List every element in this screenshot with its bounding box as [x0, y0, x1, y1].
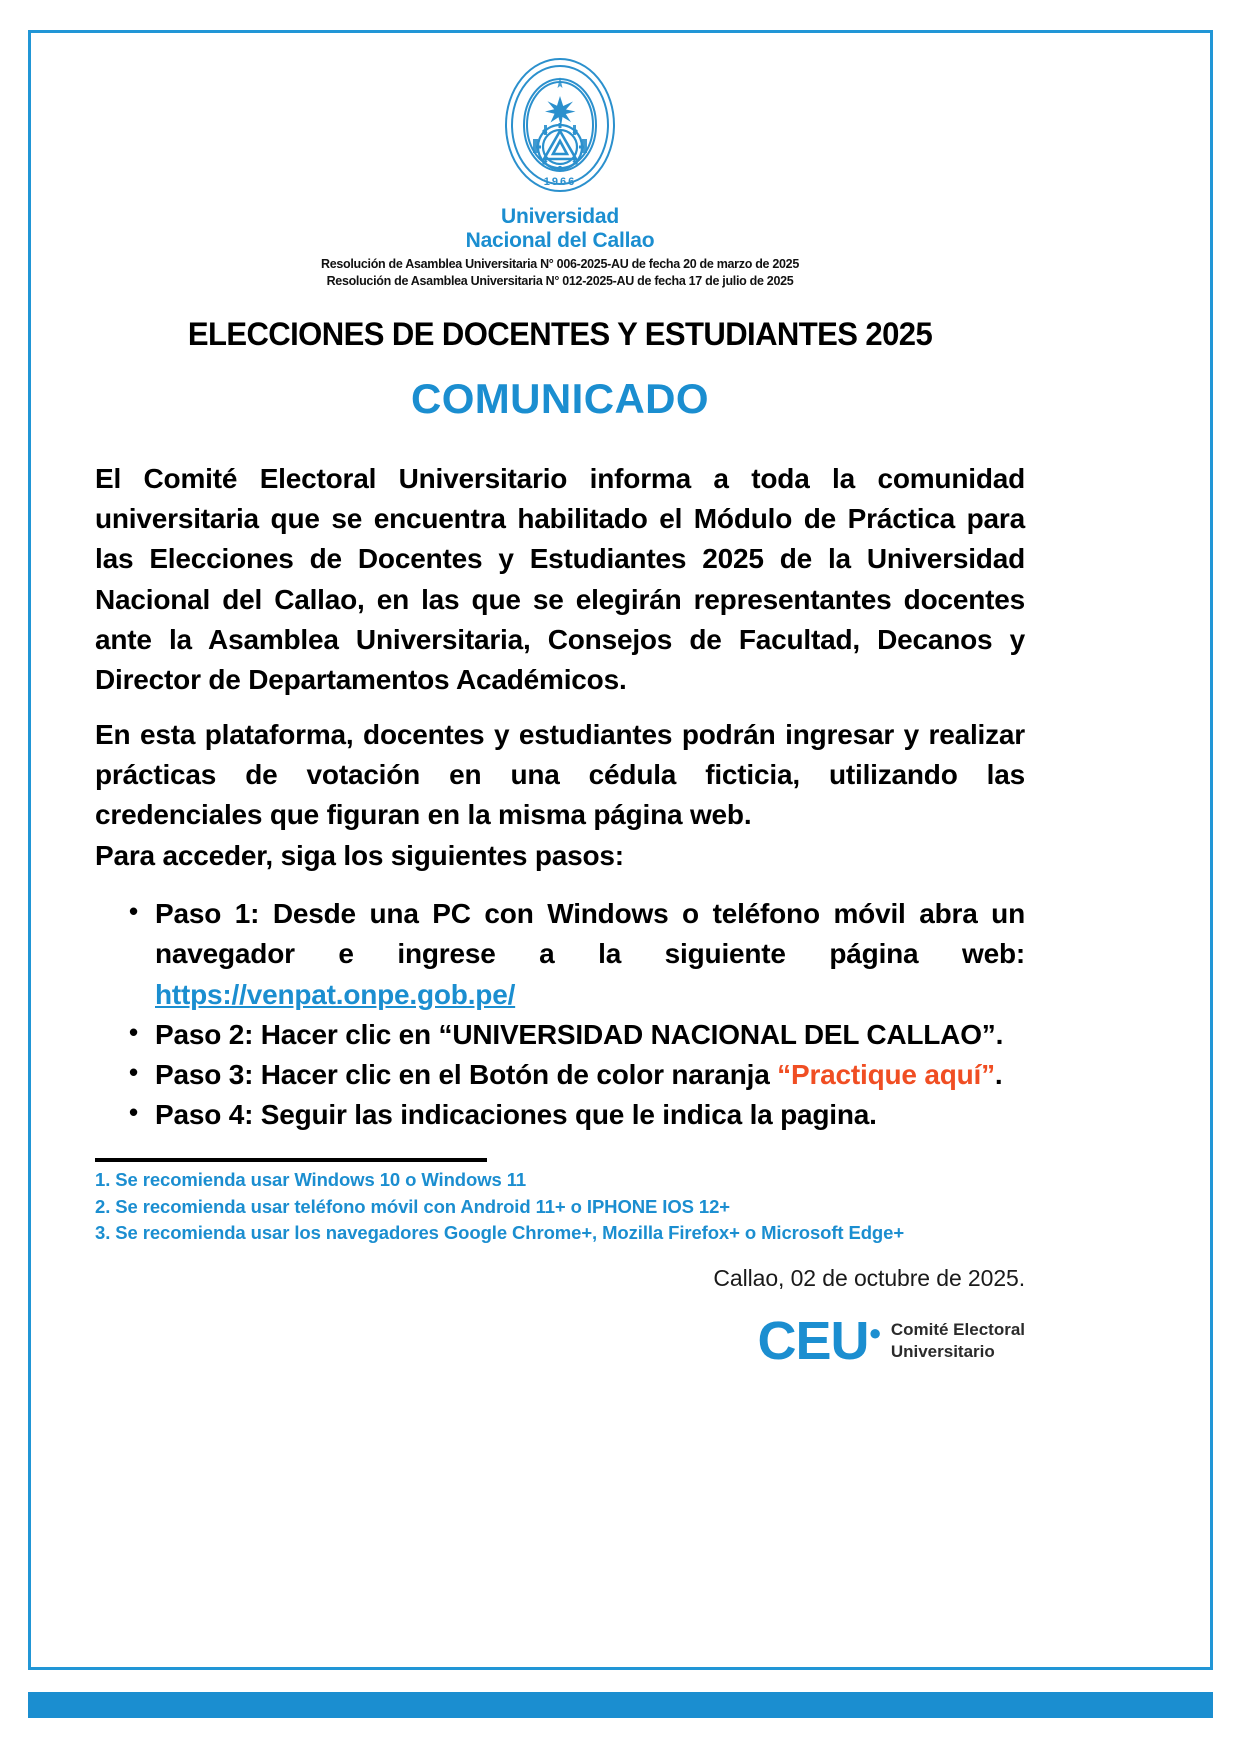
university-seal-icon: [502, 55, 618, 203]
resolution-line-1: Resolución de Asamblea Universitaria N° 006-2025-AU de fecha 20 de marzo de 2025: [321, 257, 799, 272]
ceu-subtitle-line2: Universitario: [890, 1342, 995, 1362]
place-and-date: Callao, 02 de octubre de 2025.: [713, 1265, 1025, 1292]
practique-aqui-highlight: “Practique aquí”: [777, 1059, 995, 1091]
page-subtitle: COMUNICADO: [411, 374, 709, 422]
list-item-step-3: [155, 1055, 1025, 1095]
document-header: [95, 55, 1025, 290]
resolution-line-2: Resolución de Asamblea Universitaria N° 012-2025-AU de fecha 17 de julio de 2025: [326, 273, 794, 288]
ceu-wordmark: [757, 1311, 881, 1372]
ceu-subtitle: [891, 1319, 1025, 1363]
step-3-text-after: .: [994, 1059, 1003, 1091]
venpat-link[interactable]: https://venpat.onpe.gob.pe/: [155, 978, 516, 1010]
steps-list: [95, 894, 1025, 1136]
paragraph-steps-lead: Para acceder, siga los siguientes pasos:: [95, 839, 624, 871]
list-item-step-4: • Paso 4: Seguir las indicaciones que le indica la pagina.: [155, 1095, 1025, 1135]
list-item-step-2: • Paso 2: Hacer clic en “UNIVERSIDAD NACIONAL DEL CALLAO”.: [155, 1015, 1025, 1055]
step-1-text: Paso 1: Desde una PC con Windows o teléfono móvil abra un navegador e ingrese a la siguiente página web:: [155, 897, 1025, 970]
paragraph-intro: El Comité Electoral Universitario informa a toda la comunidad universitaria que se encuentra habilitado el Módulo de Práctica para las Elecciones de Docentes y Estudiantes 2025 de la Universidad Nacional del Callao, en las que se elegirán representantes docentes ante la Asamblea Universitaria, Consejos de Facultad, Decanos y Director de Departamentos Académicos.: [95, 462, 1025, 696]
footnote-3: 3. Se recomienda usar los navegadores Google Chrome+, Mozilla Firefox+ o Microsoft Edge+: [95, 1222, 905, 1244]
page-footer-bar: [28, 1692, 1213, 1718]
seal-year: 1966: [543, 176, 577, 188]
step-3-text-before: Paso 3: Hacer clic en el Botón de color naranja: [155, 1059, 778, 1091]
ceu-letters: CEU: [757, 1311, 869, 1372]
paragraph-platform: En esta plataforma, docentes y estudiantes podrán ingresar y realizar prácticas de votación en una cédula ficticia, utilizando las credenciales que figuran en la misma página web.: [95, 718, 1025, 831]
resolution-references: [95, 256, 1025, 290]
footnote-divider: [95, 1158, 487, 1162]
footnote-2: 2. Se recomienda usar teléfono móvil con Android 11+ o IPHONE IOS 12+: [95, 1195, 730, 1217]
university-name-line2: Nacional del Callao: [465, 228, 655, 252]
university-name-line1: Universidad: [500, 205, 619, 228]
footnotes: [95, 1167, 1025, 1247]
university-name: [95, 205, 1025, 252]
ceu-subtitle-line1: Comité Electoral: [890, 1320, 1025, 1340]
ceu-dot-icon: ●: [868, 1320, 881, 1346]
footnote-1: 1. Se recomienda usar Windows 10 o Windows 11: [95, 1168, 527, 1190]
page-title: ELECCIONES DE DOCENTES Y ESTUDIANTES 2025: [187, 315, 933, 352]
document-content: [95, 55, 1025, 1372]
ceu-logo: [95, 1311, 1025, 1372]
list-item-step-1: [155, 894, 1025, 1015]
